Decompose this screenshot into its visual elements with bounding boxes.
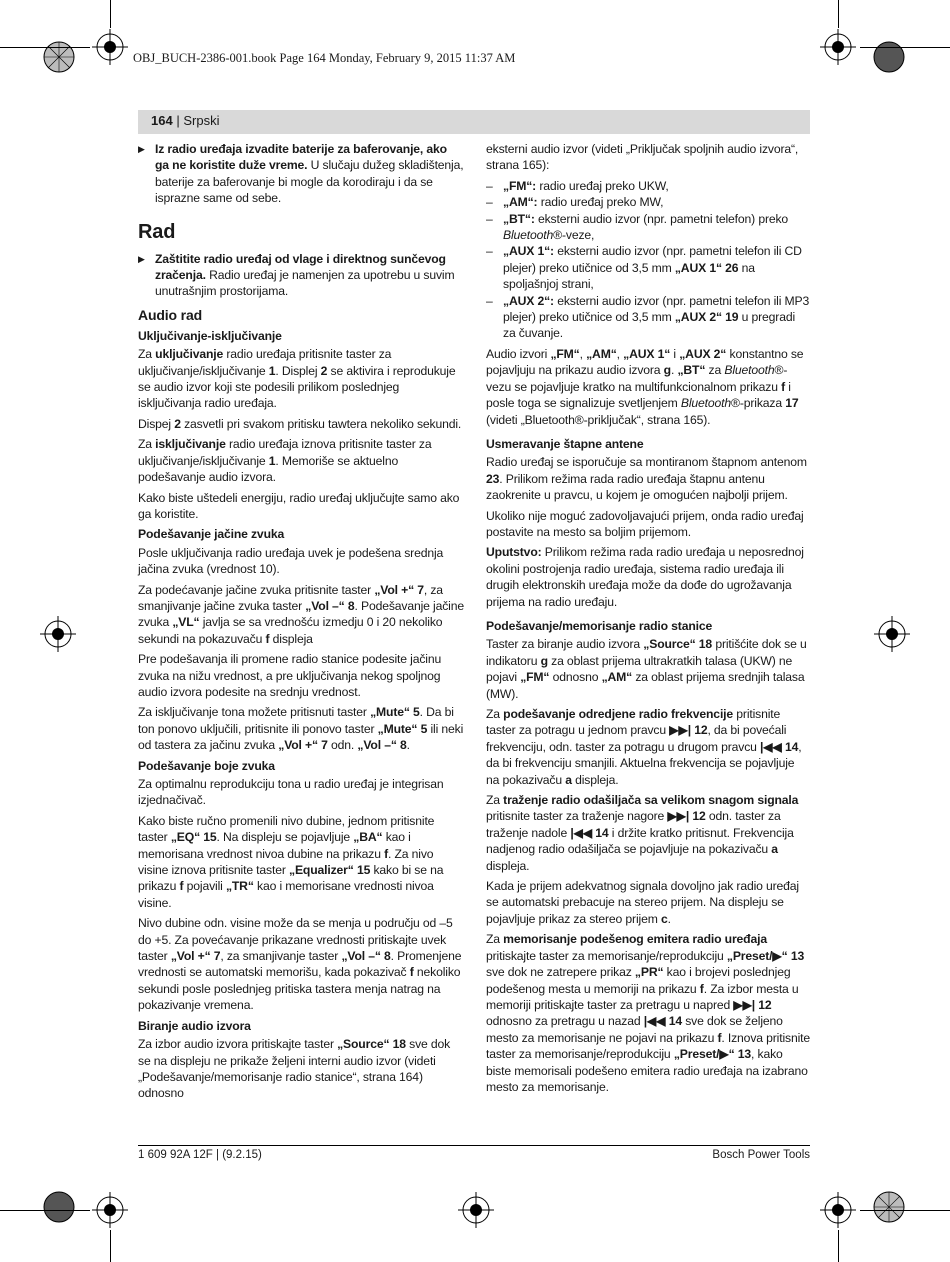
list-item [138,141,464,207]
paragraph: Posle uključivanja radio uređaja uvek je podešena srednja jačina zvuka (vrednost 10). [138,545,444,577]
list-item: – „AUX 1“: eksterni audio izvor (npr. pametni telefon ili CD plejer) preko utičnice od 3,5 mm „AUX 1“ 26 na spoljašnjoj strani, [486,244,802,292]
paragraph: Taster za biranje audio izvora „Source“ 18 pritišćite dok se u indikatoru g za oblast prijema ultrakratkih talasa (UKW) ne pojavi „FM“ odnosno „AM“ za oblast prijema srednjih talasa (MW). [486,637,807,701]
color-target-icon [872,1190,906,1224]
paragraph: Kako biste uštedeli energiju, radio uređaj uključujte samo ako ga koristite. [138,490,460,521]
paragraph: Kako biste ručno promenili nivo dubine, jednom pritisnite taster „EQ“ 15. Na displeju se pojavljuje „BA“ kao i memorisana vrednost nivoa dubine na prikazu f. Za nivo visine iznova pritisnite taster „Equalizer“ 15 kako bi se na prikazu f pojavili „TR“ kao i memorisane vrednosti nivoa visine. [138,813,444,910]
registration-mark-icon [92,1192,128,1228]
page-number: 164 [151,113,173,128]
paragraph: eksterni audio izvor (videti „Priključak spoljnih audio izvora“, strana 165): [486,142,799,173]
bullet-triangle-icon: ▶ [138,144,145,154]
paragraph-heading: Biranje audio izvora [138,1018,251,1033]
paragraph: Za uključivanje radio uređaja pritisnite taster za uključivanje/isključivanje 1. Displej 2 se aktivira i reprodukuje se audio izvor koji ste podesili prilikom poslednjeg isključivanja radio uređaja. [138,347,456,411]
bullet-text: U slučaju dužeg skladištenja, baterije za baferovanje bi mogle da korodiraju i da se isprazne same od sebe. [155,158,464,206]
bullet-bold-text: Zaštitite radio uređaj od vlage i direktnog sunčevog zračenja. [155,251,446,283]
bullet-bold-text: Iz radio uređaja izvadite baterije za baferovanje, ako ga ne koristite duže vreme. [155,142,447,173]
paragraph: Uputstvo: Prilikom režima rada radio uređaja u neposrednoj okolini postrojenja radio uređaja, sistema radio uređaja ili drugih elektronskih uređaja može da dođe do ugrožavanja prijema na radio uređaju. [486,545,804,609]
header-language: Srpski [183,113,220,128]
list-item: – „BT“: eksterni audio izvor (npr. pametni telefon) preko Bluetooth®-veze, [486,211,789,243]
print-slug: OBJ_BUCH-2386-001.book Page 164 Monday, February 9, 2015 11:37 AM [133,51,516,65]
paragraph: Za traženje radio odašiljača sa velikom snagom signala pritisnite taster za traženje nagore ▶▶| 12 odn. taster za traženje nadole |◀◀ 14 i držite kratko pritisnut. Frekvencija nadjenog radio odašiljača se pojavljuje na pokazivaču a displeja. [486,793,799,873]
paragraph-heading: Podešavanje jačine zvuka [138,527,285,542]
paragraph: Za memorisanje podešenog emitera radio uređaja pritiskajte taster za memorisanje/reprodukciju „Preset/▶“ 13 sve dok ne zatrepere prikaz „PR“ kao i brojevi poslednjeg podešenog mesta u memoriji na prikazu f. Za izbor mesta u memoriji pritiskajte taster za pretragu u napred ▶▶| 12 odnosno za pretragu u nazad |◀◀ 14 sve dok se željeno mesto za memorisanje ne pojavi na prikazu f. Iznova pritisnite taster za memorisanje/reprodukciju „Preset/▶“ 13, kako biste memorisali podešeno emitera radio uređaja na izabrano mesto za memorisanje. [486,932,811,1094]
paragraph: Audio izvori „FM“, „AM“, „AUX 1“ i „AUX 2“ konstantno se pojavljuju na prikazu audio izvora g. „BT“ za Bluetooth®-vezu se pojavljuje kratko na multifunkcionalnom prikazu f i posle toga se signalizuje svetljenjem Bluetooth®-prikaza 17 (videti „Bluetooth®-priključak“, strana 165). [486,346,804,427]
paragraph: Za isključivanje radio uređaja iznova pritisnite taster za uključivanje/isključivanje 1. Memoriše se aktuelno podešavanje audio izvora. [138,437,432,485]
registration-mark-icon [458,1192,494,1228]
footer-rule [138,1145,810,1146]
page-header-bar [138,110,810,134]
paragraph: Za podešavanje odredjene radio frekvencije pritisnite taster za potragu u jednom pravcu ▶▶| 12, da bi povećali frekvenciju, odn. taster za potragu u drugom pravcu |◀◀ 14, da bi frekvenciju smanjili. Aktuelna frekvencija se pojavljuje na pokazivaču a displeja. [486,707,802,787]
section-heading: Rad [138,220,176,243]
paragraph: Dispej 2 zasvetli pri svakom pritisku tawtera nekoliko sekundi. [138,416,462,431]
paragraph-heading: Usmeravanje štapne antene [486,436,644,451]
footer-brand: Bosch Power Tools [712,1149,810,1161]
paragraph: Za podećavanje jačine zvuka pritisnite taster „Vol +“ 7, za smanjivanje jačine zvuka taster „Vol –“ 8. Podešavanje jačine zvuka „VL“ javlja se sa vrednošću izmedju 0 i 20 nekoliko sekundi na pokazuvaču f displeja [138,582,464,646]
color-target-icon [42,1190,76,1224]
paragraph-heading: Podešavanje/memorisanje radio stanice [486,618,713,633]
paragraph-heading: Podešavanje boje zvuka [138,758,275,773]
left-column [138,141,464,1106]
list-item [138,251,464,300]
registration-mark-icon [820,29,856,65]
registration-mark-icon [92,29,128,65]
registration-mark-icon [820,1192,856,1228]
subsection-heading: Audio rad [138,306,202,323]
color-target-icon [872,40,906,74]
bullet-text: Radio uređaj je namenjen za upotrebu u suvim unutrašnjim prostorijama. [155,268,455,299]
list-item: – „AUX 2“: eksterni audio izvor (npr. pametni telefon ili MP3 plejer) preko utičnice od 3,5 mm „AUX 2“ 19 u pregradi za čuvanje. [486,293,810,341]
running-head [151,113,219,128]
paragraph: Kada je prijem adekvatnog signala dovoljno jak radio uređaj se automatski prebacuje na stereo prijem. Na displeju se pojavljuje prikaz za stereo prijem c. [486,879,799,926]
paragraph: Za izbor audio izvora pritiskajte taster „Source“ 18 sve dok se na displeju ne prikaže željeni interni audio izvor (videti „Podešavanje/memorisanje radio stanice“, strana 164) odnosno [138,1037,451,1101]
paragraph: Za optimalnu reprodukciju tona u radio uređaj je integrisan izjednačivač. [138,777,444,808]
bullet-triangle-icon: ▶ [138,253,145,264]
paragraph: Radio uređaj se isporučuje sa montiranom štapnom antenom 23. Prilikom režima rada radio uređaja štapnu antenu zaokrenite u pravcu, u kojem je omogućen najbolji prijem. [486,455,807,503]
registration-mark-icon [40,616,76,652]
list-item: – „FM“: radio uređaj preko UKW, [486,178,669,193]
paragraph: Pre podešavanja ili promene radio stanice podesite jačinu zvuka na nižu vrednost, a pre uključivanja nekog spoljnog audio izvora podesite na srednju vrednost. [138,652,442,699]
color-target-icon [42,40,76,74]
list-item: – „AM“: radio uređaj preko MW, [486,195,664,210]
paragraph: Nivo dubine odn. visine može da se menja u području od –5 do +5. Za povećavanje prikazane vrednosti pritiskajte uvek taster „Vol +“ 7, za smanjivanje taster „Vol –“ 8. Promenjene vrednosti se automatski memorišu, kada pokazivač f nekoliko sekundi posle poslednjeg pritiska tastera menja natrag na pokazivanje vremena. [138,916,462,1013]
registration-mark-icon [874,616,910,652]
paragraph: Ukoliko nije moguć zadovoljavajući prijem, onda radio uređaj postavite na mesto sa boljim prijemom. [486,508,804,539]
header-separator: | [176,113,180,128]
footer-code: 1 609 92A 12F | (9.2.15) [138,1149,262,1161]
paragraph: Za isključivanje tona možete pritisnuti taster „Mute“ 5. Da bi ton ponovo uključili, pritisnite ili ponovo taster „Mute“ 5 ili neki od tastera za jačinu zvuka „Vol +“ 7 odn. „Vol –“ 8. [138,705,464,753]
right-column [486,141,810,1099]
paragraph-heading: Uključivanje-isključivanje [138,328,282,343]
